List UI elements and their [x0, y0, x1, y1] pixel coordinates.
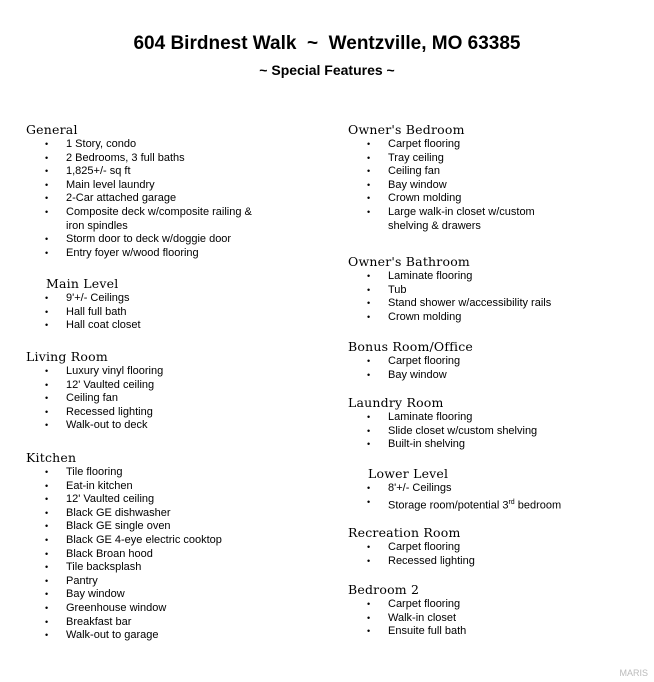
list-item-text: Recessed lighting [66, 405, 153, 418]
list-item-text: Ensuite full bath [388, 625, 467, 638]
list-item [26, 319, 141, 333]
section-owners-bedroom [348, 122, 578, 233]
bullet-icon: • [367, 271, 371, 281]
list-item [26, 379, 163, 393]
list-item [26, 493, 222, 507]
list-item [26, 392, 163, 406]
list-item-text: Carpet flooring [388, 541, 461, 553]
bullet-icon: • [367, 152, 371, 163]
list-item-text: 1,825+/- sq ft [66, 165, 131, 178]
list-item-text: 9'+/- Ceilings [66, 292, 130, 304]
list-item [348, 311, 551, 325]
list-item-text: Tub [388, 283, 407, 296]
list-item [348, 206, 578, 233]
list-item-text: Breakfast bar [66, 615, 132, 628]
bullet-icon: • [367, 425, 371, 436]
list-item-text: Black GE dishwasher [66, 506, 171, 519]
bullet-icon: • [45, 393, 49, 404]
list-item-text: Entry foyer w/wood flooring [66, 246, 199, 259]
list-item [348, 138, 578, 152]
section-laundry-room [348, 395, 537, 452]
bullet-icon: • [45, 589, 49, 600]
list-item-text: Walk-out to deck [66, 419, 148, 432]
section-heading: Living Room [26, 349, 108, 364]
list-item [26, 138, 256, 152]
section-heading: Bedroom 2 [348, 582, 420, 597]
feature-list [348, 270, 551, 324]
section-owners-bathroom [348, 254, 551, 324]
bullet-icon: • [45, 247, 49, 258]
list-item [26, 365, 163, 379]
section-recreation-room [348, 525, 475, 568]
list-item-text: Laminate flooring [388, 270, 473, 282]
list-item-text: Crown molding [388, 192, 462, 205]
page-title: 604 Birdnest Walk ~ Wentzville, MO 63385 [133, 33, 521, 54]
list-item-text: 1 Story, condo [66, 138, 137, 150]
bullet-icon: • [45, 480, 49, 491]
list-item-text: Tray ceiling [388, 151, 444, 164]
list-item [348, 192, 578, 206]
bullet-icon: • [367, 166, 371, 177]
section-heading: Recreation Room [348, 525, 461, 540]
feature-list [348, 598, 466, 639]
bullet-icon: • [45, 548, 49, 559]
bullet-icon: • [45, 507, 49, 518]
bullet-icon: • [367, 483, 371, 493]
list-item-text: 2-Car attached garage [66, 192, 177, 205]
list-item-text: 2 Bedrooms, 3 full baths [66, 151, 185, 164]
list-item-text: Hall coat closet [66, 319, 141, 332]
bullet-icon: • [45, 293, 49, 303]
section-main-level [46, 276, 141, 333]
bullet-icon: • [45, 306, 49, 317]
bullet-icon: • [45, 521, 49, 532]
list-item [348, 179, 578, 193]
list-item [348, 438, 537, 452]
bullet-icon: • [367, 496, 371, 507]
list-item [26, 507, 222, 521]
list-item-text: Black GE single oven [66, 520, 171, 533]
bullet-icon: • [45, 575, 49, 586]
bullet-icon: • [45, 320, 49, 331]
list-item-text: Laminate flooring [388, 411, 473, 423]
list-item-text: Tile flooring [66, 466, 123, 478]
feature-list [348, 138, 578, 233]
list-item-text: bedroom [514, 499, 562, 512]
list-item-text: Stand shower w/accessibility rails [388, 297, 552, 310]
list-item [26, 561, 222, 575]
bullet-icon: • [45, 139, 49, 149]
list-item [26, 520, 222, 534]
list-item-text: Carpet flooring [388, 598, 461, 610]
bullet-icon: • [367, 542, 371, 552]
bullet-icon: • [367, 439, 371, 450]
list-item [348, 598, 466, 612]
list-item-text: Eat-in kitchen [66, 479, 133, 492]
list-item [26, 588, 222, 602]
bullet-icon: • [367, 284, 371, 295]
list-item [348, 625, 466, 639]
list-item-text: Storage room/potential 3 [388, 499, 509, 512]
feature-list [348, 541, 475, 568]
list-item [26, 466, 222, 480]
list-item-text: Carpet flooring [388, 138, 461, 150]
list-item [348, 411, 537, 425]
list-item-text: Black GE 4-eye electric cooktop [66, 533, 222, 546]
bullet-icon: • [367, 206, 371, 217]
bullet-icon: • [367, 626, 371, 637]
section-lower-level [368, 466, 561, 513]
bullet-icon: • [367, 179, 371, 190]
section-bedroom-2 [348, 582, 466, 639]
bullet-icon: • [367, 193, 371, 204]
list-item [348, 555, 475, 569]
list-item-text: Walk-out to garage [66, 629, 159, 642]
list-item [26, 165, 256, 179]
page-subtitle: ~ Special Features ~ [259, 62, 395, 78]
list-item-text: 8'+/- Ceilings [388, 482, 452, 494]
list-item [348, 541, 475, 555]
feature-list [348, 355, 473, 382]
bullet-icon: • [367, 369, 371, 380]
list-item-text: Luxury vinyl flooring [66, 365, 164, 377]
list-item [26, 192, 256, 206]
section-heading: Kitchen [26, 450, 77, 465]
list-item-text: Carpet flooring [388, 355, 461, 367]
list-item [26, 306, 141, 320]
list-item-text: 12' Vaulted ceiling [66, 378, 155, 391]
feature-list [348, 482, 561, 513]
list-item [26, 616, 222, 630]
list-item-text: Hall full bath [66, 305, 127, 318]
bullet-icon: • [367, 599, 371, 609]
section-heading: Owner's Bathroom [348, 254, 470, 269]
section-heading: Laundry Room [348, 395, 444, 410]
list-item [26, 548, 222, 562]
list-item-text: 12' Vaulted ceiling [66, 493, 155, 506]
feature-list [26, 292, 141, 333]
list-item [348, 612, 466, 626]
list-item-text: Bay window [66, 588, 125, 601]
bullet-icon: • [45, 379, 49, 390]
bullet-icon: • [45, 406, 49, 417]
section-bonus-room [348, 339, 473, 382]
list-item-text: Ceiling fan [388, 165, 440, 178]
list-item [348, 297, 551, 311]
list-item [348, 165, 578, 179]
bullet-icon: • [45, 206, 49, 217]
feature-list [26, 138, 256, 260]
list-item [26, 206, 256, 233]
list-item [26, 152, 256, 166]
list-item [348, 369, 473, 383]
feature-list [348, 411, 537, 452]
list-item [26, 406, 163, 420]
bullet-icon: • [367, 139, 371, 149]
list-item [26, 480, 222, 494]
list-item [348, 355, 473, 369]
bullet-icon: • [45, 467, 49, 477]
section-heading: Bonus Room/Office [348, 339, 474, 354]
bullet-icon: • [367, 311, 371, 322]
section-kitchen [26, 450, 222, 643]
bullet-icon: • [367, 298, 371, 309]
bullet-icon: • [45, 193, 49, 204]
list-item [26, 602, 222, 616]
list-item-text: Crown molding [388, 310, 462, 323]
list-item [26, 233, 256, 247]
list-item [348, 425, 537, 439]
list-item-text: Walk-in closet [388, 611, 457, 624]
feature-list [26, 365, 163, 433]
list-item-text: Recessed lighting [388, 554, 475, 567]
list-item [348, 152, 578, 166]
maris-watermark: MARIS [619, 668, 648, 678]
bullet-icon: • [45, 630, 49, 641]
list-item [348, 270, 551, 284]
bullet-icon: • [367, 612, 371, 623]
bullet-icon: • [367, 555, 371, 566]
bullet-icon: • [45, 534, 49, 545]
list-item-text: Built-in shelving [388, 438, 466, 451]
list-item-text: Composite deck w/composite railing & iron spindles [66, 205, 252, 232]
bullet-icon: • [45, 179, 49, 190]
ordinal-suffix: rd [508, 498, 515, 506]
section-heading: General [26, 122, 78, 137]
feature-list [26, 466, 222, 643]
list-item-text: Storm door to deck w/doggie door [66, 233, 232, 246]
list-item [348, 482, 561, 496]
section-heading: Main Level [46, 276, 119, 291]
bullet-icon: • [45, 616, 49, 627]
list-item [26, 534, 222, 548]
bullet-icon: • [45, 420, 49, 431]
list-item [26, 247, 256, 261]
bullet-icon: • [367, 412, 371, 422]
list-item-text: Pantry [66, 574, 98, 587]
bullet-icon: • [45, 152, 49, 163]
list-item-text: Slide closet w/custom shelving [388, 424, 538, 437]
list-item [26, 629, 222, 643]
list-item-text: Tile backsplash [66, 561, 142, 574]
bullet-icon: • [45, 562, 49, 573]
section-heading: Owner's Bedroom [348, 122, 465, 137]
bullet-icon: • [45, 602, 49, 613]
list-item-text: Ceiling fan [66, 392, 118, 405]
list-item-text: Large walk-in closet w/custom shelving & drawers [388, 205, 535, 232]
section-living-room [26, 349, 163, 433]
section-heading: Lower Level [368, 466, 449, 481]
list-item [348, 496, 561, 513]
list-item [26, 419, 163, 433]
list-item [26, 575, 222, 589]
list-item-text: Greenhouse window [66, 601, 167, 614]
list-item-text: Main level laundry [66, 178, 155, 191]
section-general [26, 122, 256, 260]
list-item-text: Bay window [388, 368, 447, 381]
list-item [26, 292, 141, 306]
bullet-icon: • [45, 234, 49, 245]
list-item [26, 179, 256, 193]
list-item-text: Bay window [388, 178, 447, 191]
bullet-icon: • [45, 366, 49, 376]
bullet-icon: • [45, 166, 49, 177]
list-item [348, 284, 551, 298]
list-item-text: Black Broan hood [66, 547, 153, 560]
bullet-icon: • [45, 494, 49, 505]
bullet-icon: • [367, 356, 371, 366]
